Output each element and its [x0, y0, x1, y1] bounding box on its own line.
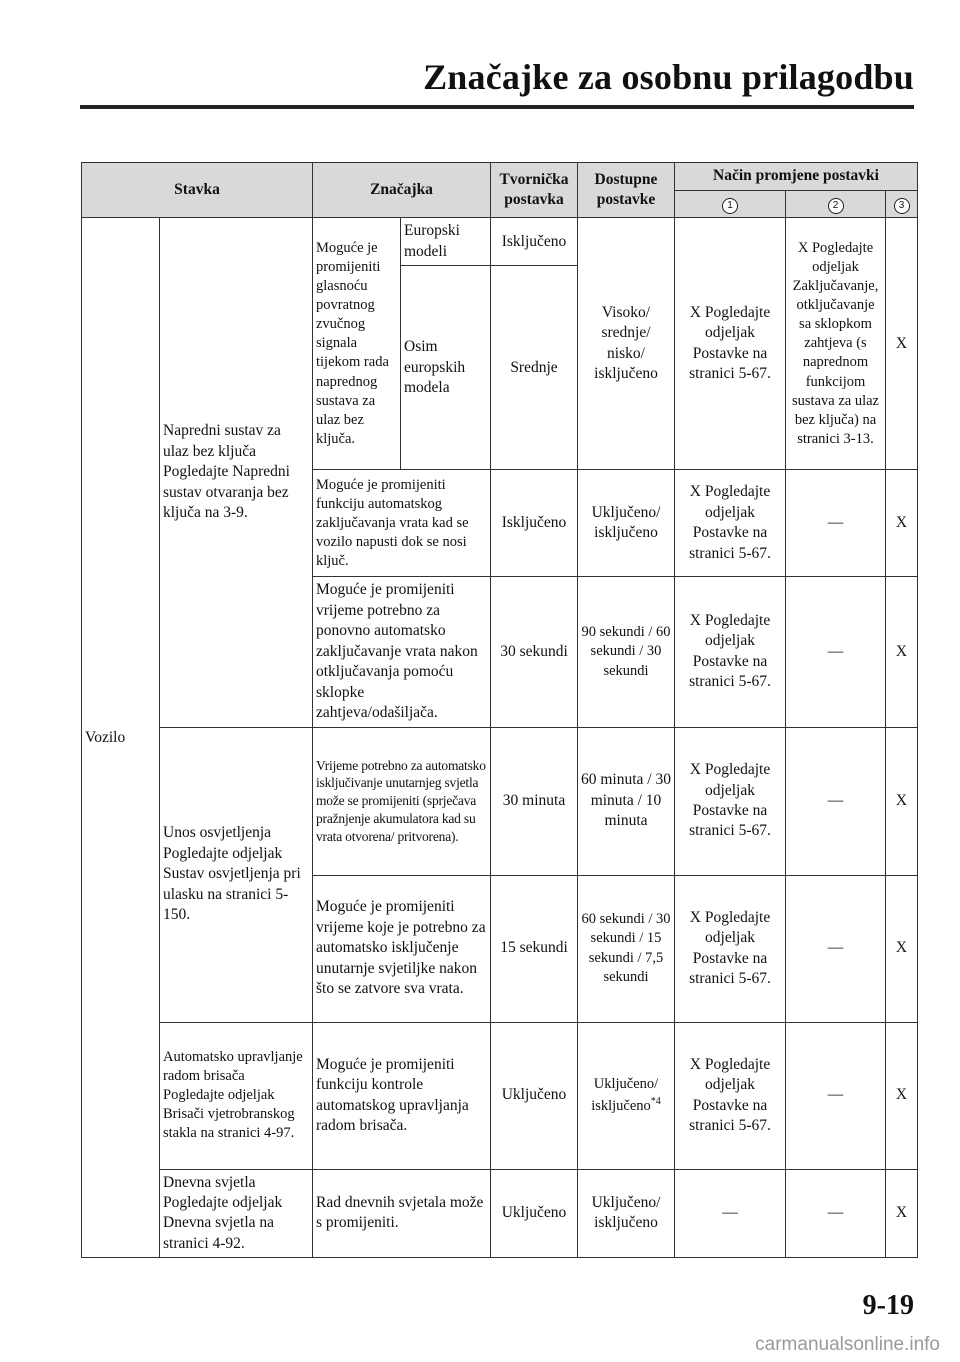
options-auto-wipers: [578, 1022, 675, 1169]
feature-beep-volume: Moguće je promijeniti glasnoću povratnog zvučnog signala tijekom rada naprednog sustava za ulaz bez ključa.: [313, 218, 401, 470]
header-method-3: [886, 191, 918, 218]
method2-relock-time: —: [786, 577, 886, 727]
feature-auto-wipers: Moguće je promijeniti funkciju kontrole automatskog upravljanja radom brisača.: [313, 1022, 491, 1169]
feature-daytime-running-lights: Rad dnevnih svjetala može s promijeniti.: [313, 1169, 491, 1258]
options-relock-time: 90 sekundi / 60 sekundi / 30 sekundi: [578, 577, 675, 727]
method3-auto-wipers: X: [886, 1022, 918, 1169]
title-divider: [80, 105, 914, 109]
method3-auto-lock: X: [886, 470, 918, 577]
method2-interior-lamp-after-close: —: [786, 875, 886, 1022]
default-auto-wipers: Uključeno: [491, 1022, 578, 1169]
page-number: 9-19: [862, 1290, 914, 1321]
feature-interior-lamp-after-close: Moguće je promijeniti vrijeme koje je potrebno za automatsko isključenje unutarnje svjetiljke nakon što se zatvore sva vrata.: [313, 875, 491, 1022]
method3-interior-light-off-time: X: [886, 727, 918, 875]
method1-daytime-running-lights: —: [675, 1169, 786, 1258]
feature-interior-light-off-time: Vrijeme potrebno za automatsko isključivanje unutarnjeg svjetla može se promijeniti (sprječava pražnjenje akumulatora kad su vrata otvorena/ pritvorena).: [313, 727, 491, 875]
method1-interior-lamp-after-close: X Pogledajte odjeljak Postavke na stranici 5-67.: [675, 875, 786, 1022]
header-tvornicka-postavka: Tvornička postavka: [491, 163, 578, 218]
method3-interior-lamp-after-close: X: [886, 875, 918, 1022]
item-vozilo: Vozilo: [82, 218, 160, 1258]
page-title: Značajke za osobnu prilagodbu: [423, 57, 914, 97]
header-znacajka: Značajka: [313, 163, 491, 218]
default-interior-lamp-after-close: 15 sekundi: [491, 875, 578, 1022]
options-interior-light-off-time: 60 minuta / 30 minuta / 10 minuta: [578, 727, 675, 875]
item-auto-wipers: Automatsko upravljanje radom brisača Pogledajte odjeljak Brisači vjetrobranskog stakla na stranici 4-97.: [160, 1022, 313, 1169]
feature-relock-time: Moguće je promijeniti vrijeme potrebno za ponovno automatsko zaključavanje vrata nakon otključavanja pomoću sklopke zahtjeva/odašiljača.: [313, 577, 491, 727]
circled-number-3: 3: [894, 198, 910, 214]
circled-number-2: 2: [828, 198, 844, 214]
method2-auto-wipers: —: [786, 1022, 886, 1169]
watermark: carmanualsonline.info: [755, 1334, 940, 1355]
header-stavka: Stavka: [82, 163, 313, 218]
method3-relock-time: X: [886, 577, 918, 727]
options-auto-lock: Uključeno/ isključeno: [578, 470, 675, 577]
method1-relock-time: X Pogledajte odjeljak Postavke na stranici 5-67.: [675, 577, 786, 727]
method2-auto-lock: —: [786, 470, 886, 577]
method1-beep-volume: X Pogledajte odjeljak Postavke na stranici 5-67.: [675, 218, 786, 470]
item-daytime-running-lights: Dnevna svjetla Pogledajte odjeljak Dnevna svjetla na stranici 4-92.: [160, 1169, 313, 1258]
footnote-marker: *4: [650, 1095, 661, 1107]
options-beep-volume: Visoko/ srednje/ nisko/ isključeno: [578, 218, 675, 470]
method3-daytime-running-lights: X: [886, 1169, 918, 1258]
options-auto-wipers-text: Uključeno/ isključeno: [591, 1076, 659, 1114]
default-interior-light-off-time: 30 minuta: [491, 727, 578, 875]
default-relock-time: 30 sekundi: [491, 577, 578, 727]
header-method-2: [786, 191, 886, 218]
options-interior-lamp-after-close: 60 sekundi / 30 sekundi / 15 sekundi / 7,5 sekundi: [578, 875, 675, 1022]
header-dostupne-postavke: Dostupne postavke: [578, 163, 675, 218]
default-european: Isključeno: [491, 218, 578, 266]
options-daytime-running-lights: Uključeno/ isključeno: [578, 1169, 675, 1258]
method3-beep-volume: X: [886, 218, 918, 470]
circled-number-1: 1: [722, 198, 738, 214]
header-method-1: [675, 191, 786, 218]
feature-auto-lock: Moguće je promijeniti funkciju automatskog zaključavanja vrata kad se vozilo napusti dok se nosi ključ.: [313, 470, 491, 577]
method2-beep-volume: X Pogledajte odjeljak Zaključavanje, otključavanje sa sklopkom zahtjeva (s naprednom funkcijom sustava za ulaz bez ključa) na stranici 3-13.: [786, 218, 886, 470]
default-non-european: Srednje: [491, 266, 578, 470]
region-european: Europski modeli: [401, 218, 491, 266]
customization-table: [81, 162, 918, 1258]
method1-auto-lock: X Pogledajte odjeljak Postavke na stranici 5-67.: [675, 470, 786, 577]
item-keyless-entry: Napredni sustav za ulaz bez ključa Pogledajte Napredni sustav otvaranja bez ključa na 3-9.: [160, 218, 313, 727]
method1-interior-light-off-time: X Pogledajte odjeljak Postavke na stranici 5-67.: [675, 727, 786, 875]
method2-daytime-running-lights: —: [786, 1169, 886, 1258]
default-daytime-running-lights: Uključeno: [491, 1169, 578, 1258]
item-illuminated-entry: Unos osvjetljenja Pogledajte odjeljak Sustav osvjetljenja pri ulasku na stranici 5-150.: [160, 727, 313, 1022]
header-nacin-promjene: Način promjene postavki: [675, 163, 918, 191]
region-non-european: Osim europskih modela: [401, 266, 491, 470]
method2-interior-light-off-time: —: [786, 727, 886, 875]
default-auto-lock: Isključeno: [491, 470, 578, 577]
method1-auto-wipers: X Pogledajte odjeljak Postavke na stranici 5-67.: [675, 1022, 786, 1169]
